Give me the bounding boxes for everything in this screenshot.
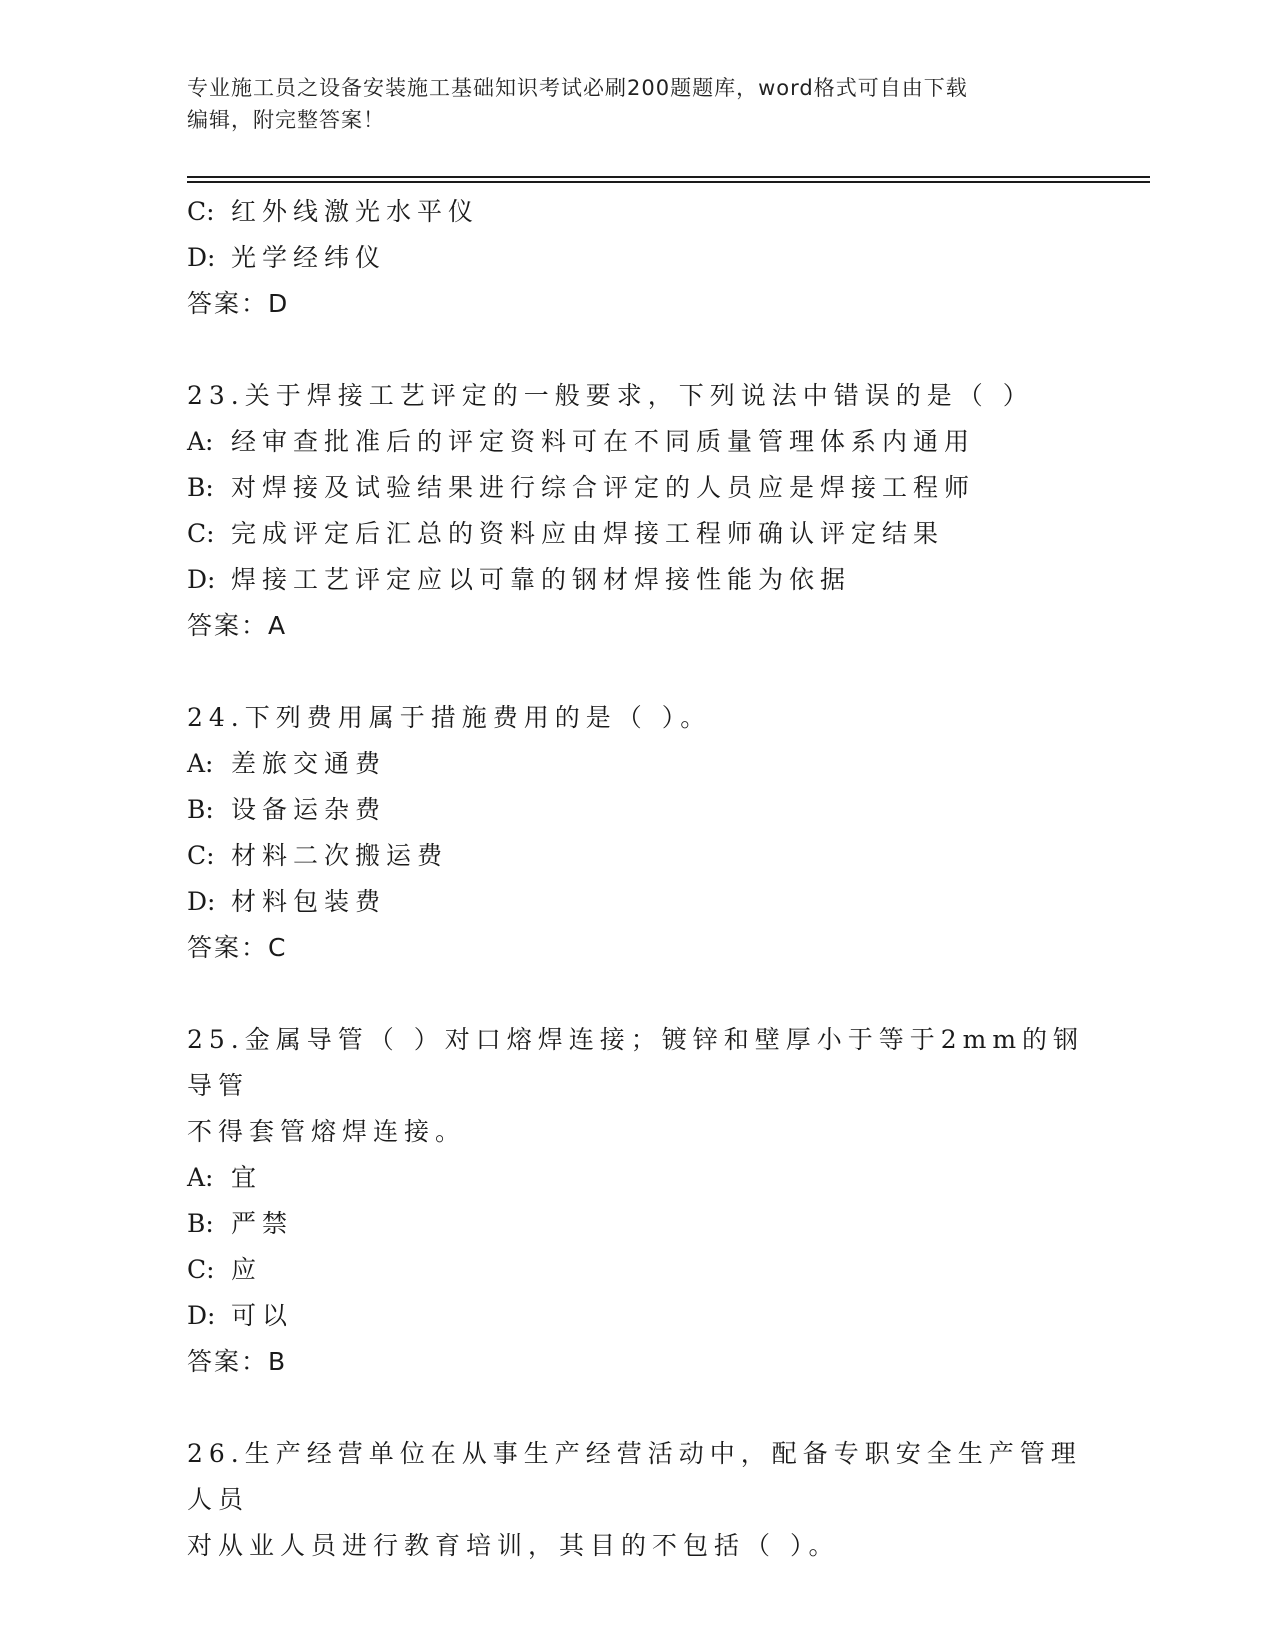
- spacer: [187, 649, 1087, 695]
- answer-label: 答案：: [187, 933, 269, 962]
- option-row: [187, 1201, 1087, 1247]
- option-text: 宜: [231, 1163, 263, 1192]
- document-header: [187, 72, 1087, 136]
- option-key: B:: [187, 1209, 214, 1238]
- option-text: 经审查批准后的评定资料可在不同质量管理体系内通用: [231, 427, 976, 456]
- option-row: [187, 1247, 1087, 1293]
- answer-value: B: [268, 1347, 288, 1376]
- question-stem: 24.下列费用属于措施费用的是（ ）。: [187, 703, 712, 732]
- spacer: [187, 1385, 1087, 1431]
- option-row: [187, 1155, 1087, 1201]
- answer-label: 答案：: [187, 611, 269, 640]
- answer-label: 答案：: [187, 289, 269, 318]
- option-text: 材料二次搬运费: [231, 841, 449, 870]
- option-text: 材料包装费: [231, 887, 387, 916]
- answer-label: 答案：: [187, 1347, 269, 1376]
- answer-value: C: [268, 933, 288, 962]
- question-stem: 25.金属导管（ ）对口熔焊连接；镀锌和壁厚小于等于2mm的钢导管: [187, 1025, 1085, 1100]
- question-list: [187, 189, 1087, 1569]
- option-text: 应: [231, 1255, 263, 1284]
- option-text: 焊接工艺评定应以可靠的钢材焊接性能为依据: [231, 565, 852, 594]
- question-stem-continued: 不得套管熔焊连接。: [187, 1117, 467, 1146]
- option-text: 差旅交通费: [231, 749, 387, 778]
- option-row: [187, 465, 1087, 511]
- option-key: A:: [187, 427, 214, 456]
- header-rule-bottom: [187, 181, 1150, 183]
- answer-line: [187, 925, 1087, 971]
- question-26: [187, 1431, 1087, 1569]
- question-25: [187, 1017, 1087, 1385]
- header-rule-top: [187, 176, 1150, 178]
- answer-value: A: [268, 611, 288, 640]
- option-row: [187, 419, 1087, 465]
- answer-value: D: [268, 289, 290, 318]
- option-row: [187, 511, 1087, 557]
- spacer: [187, 971, 1087, 1017]
- option-text: 光学经纬仪: [231, 243, 387, 272]
- option-row: [187, 879, 1087, 925]
- question-23: [187, 373, 1087, 649]
- option-key: C:: [187, 197, 215, 226]
- option-text: 对焊接及试验结果进行综合评定的人员应是焊接工程师: [231, 473, 976, 502]
- option-row: [187, 235, 1087, 281]
- header-line-2: 编辑，附完整答案！: [187, 108, 385, 132]
- option-row: [187, 787, 1087, 833]
- option-row: [187, 741, 1087, 787]
- spacer: [187, 327, 1087, 373]
- question-24: [187, 695, 1087, 971]
- answer-line: [187, 603, 1087, 649]
- answer-line: [187, 281, 1087, 327]
- option-text: 严禁: [231, 1209, 294, 1238]
- option-key: B:: [187, 473, 214, 502]
- option-row: [187, 189, 1087, 235]
- question-stem-continued: 对从业人员进行教育培训，其目的不包括（ ）。: [187, 1531, 840, 1560]
- option-key: B:: [187, 795, 214, 824]
- question-22-continued: [187, 189, 1087, 327]
- answer-line: [187, 1339, 1087, 1385]
- option-text: 红外线激光水平仪: [231, 197, 480, 226]
- option-key: A:: [187, 749, 214, 778]
- header-line-1: 专业施工员之设备安装施工基础知识考试必刷200题题库，word格式可自由下载: [187, 76, 968, 100]
- option-key: D:: [187, 1301, 216, 1330]
- option-row: [187, 557, 1087, 603]
- option-key: A:: [187, 1163, 214, 1192]
- question-stem: 26.生产经营单位在从事生产经营活动中，配备专职安全生产管理人员: [187, 1439, 1082, 1514]
- option-text: 完成评定后汇总的资料应由焊接工程师确认评定结果: [231, 519, 945, 548]
- option-row: [187, 1293, 1087, 1339]
- question-stem: 23.关于焊接工艺评定的一般要求，下列说法中错误的是（ ）: [187, 381, 1034, 410]
- option-text: 可以: [231, 1301, 294, 1330]
- option-text: 设备运杂费: [231, 795, 387, 824]
- option-key: C:: [187, 841, 215, 870]
- option-key: D:: [187, 887, 216, 916]
- option-key: C:: [187, 519, 215, 548]
- option-key: C:: [187, 1255, 215, 1284]
- option-key: D:: [187, 243, 216, 272]
- option-key: D:: [187, 565, 216, 594]
- option-row: [187, 833, 1087, 879]
